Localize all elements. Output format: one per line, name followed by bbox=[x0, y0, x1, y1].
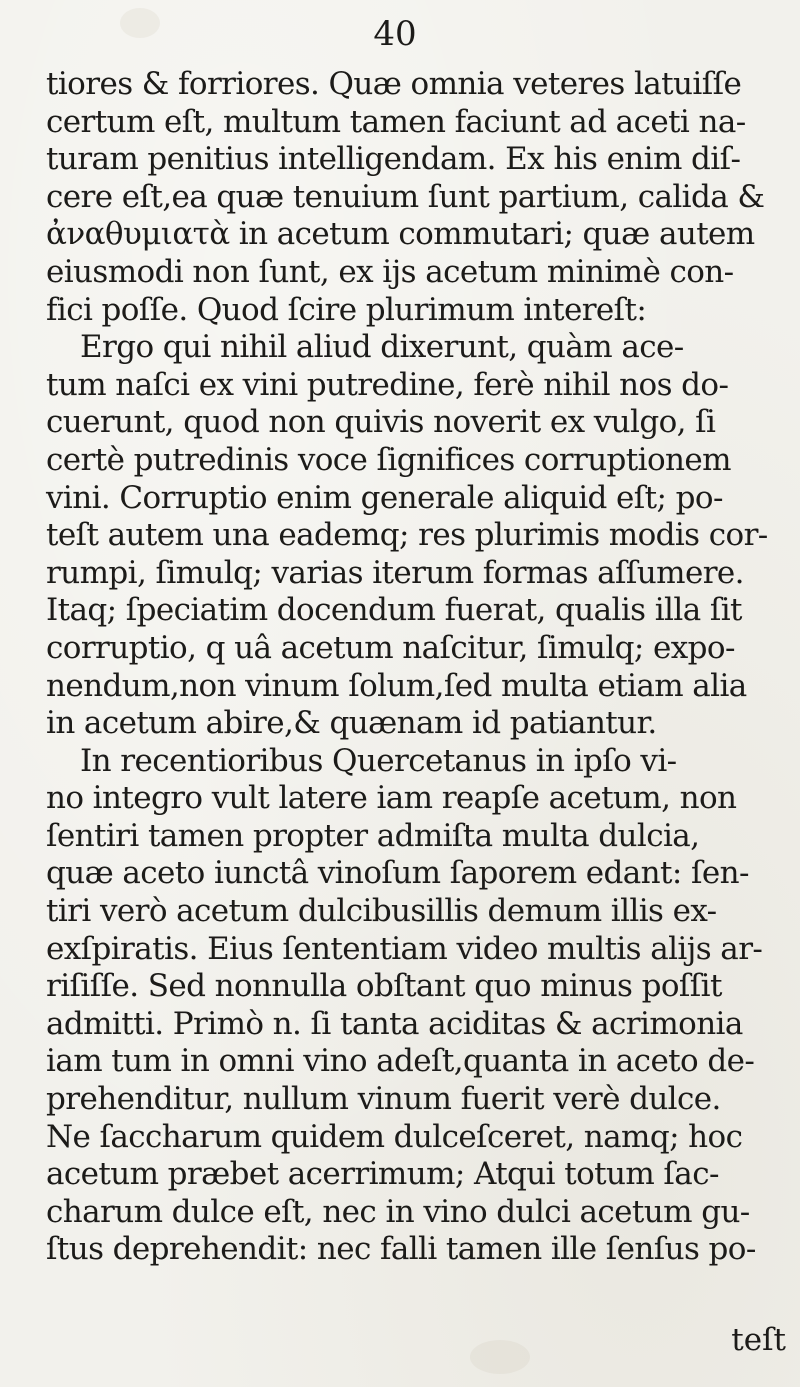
text-line: prehenditur, nullum vinum fuerit verè dulce. bbox=[46, 1081, 721, 1118]
catchword: teſt bbox=[731, 1322, 786, 1358]
text-line: cere eſt,ea quæ tenuium ſunt partium, calida & bbox=[46, 178, 765, 215]
text-line: riſiſſe. Sed nonnulla obſtant quo minus poſſit bbox=[46, 968, 722, 1005]
text-line: ſentiri tamen propter admiſta multa dulcia, bbox=[46, 817, 700, 854]
text-line: ſtus deprehendit: nec falli tamen ille ſenſus po- bbox=[46, 1231, 756, 1268]
text-line: no integro vult latere iam reapſe acetum, non bbox=[46, 780, 737, 817]
text-line: quæ aceto iunctâ vinoſum ſaporem edant: ſen- bbox=[46, 855, 749, 892]
text-line: certè putredinis voce ſignifices corruptionem bbox=[46, 441, 731, 478]
text-line: iam tum in omni vino adeſt,quanta in aceto de- bbox=[46, 1043, 755, 1080]
text-line: tum naſci ex vini putredine, ferè nihil nos do- bbox=[46, 366, 729, 403]
text-line: nendum,non vinum ſolum,ſed multa etiam alia bbox=[46, 667, 747, 704]
text-line: cuerunt, quod non quivis noverit ex vulgo, ſi bbox=[46, 404, 716, 441]
text-line: Ne ſaccharum quidem dulceſceret, namq; hoc bbox=[46, 1118, 743, 1155]
text-line: charum dulce eſt, nec in vino dulci acetum gu- bbox=[46, 1193, 750, 1230]
text-line: In recentioribus Quercetanus in ipſo vi- bbox=[80, 742, 677, 779]
text-line: tiri verò acetum dulcibusillis demum illis ex- bbox=[46, 893, 717, 930]
text-line: admitti. Primò n. ſi tanta aciditas & acrimonia bbox=[46, 1005, 743, 1042]
text-line: teſt autem una eademq; res plurimis modis cor- bbox=[46, 517, 768, 554]
text-line: tiores & forriores. Quæ omnia veteres latuiſſe bbox=[46, 66, 742, 102]
page-number: 40 bbox=[373, 14, 417, 54]
text-line: Ergo qui nihil aliud dixerunt, quàm ace- bbox=[80, 329, 684, 366]
text-line: in acetum abire,& quænam id patiantur. bbox=[46, 705, 657, 742]
text-line: ἀναθυμιατὰ in acetum commutari; quæ autem bbox=[46, 216, 755, 253]
body-text bbox=[46, 66, 788, 1269]
text-line: corruptio, q uâ acetum naſcitur, ſimulq; expo- bbox=[46, 629, 735, 666]
text-line: exſpiratis. Eius ſententiam video multis alijs ar- bbox=[46, 930, 763, 967]
text-line: vini. Corruptio enim generale aliquid eſt; po- bbox=[46, 479, 723, 516]
text-line: rumpi, ſimulq; varias iterum formas aſſumere. bbox=[46, 554, 744, 591]
text-line: certum eſt, multum tamen faciunt ad aceti na- bbox=[46, 103, 746, 140]
text-line: Itaq; ſpeciatim docendum fuerat, qualis illa ſit bbox=[46, 592, 742, 629]
text-line: acetum præbet acerrimum; Atqui totum ſac- bbox=[46, 1156, 719, 1193]
paper-stain bbox=[470, 1340, 530, 1374]
text-line: fici poſſe. Quod ſcire plurimum intereſt: bbox=[46, 291, 647, 328]
text-line: eiusmodi non ſunt, ex ijs acetum minimè con- bbox=[46, 253, 734, 290]
text-line: turam penitius intelligendam. Ex his enim diſ- bbox=[46, 141, 741, 178]
